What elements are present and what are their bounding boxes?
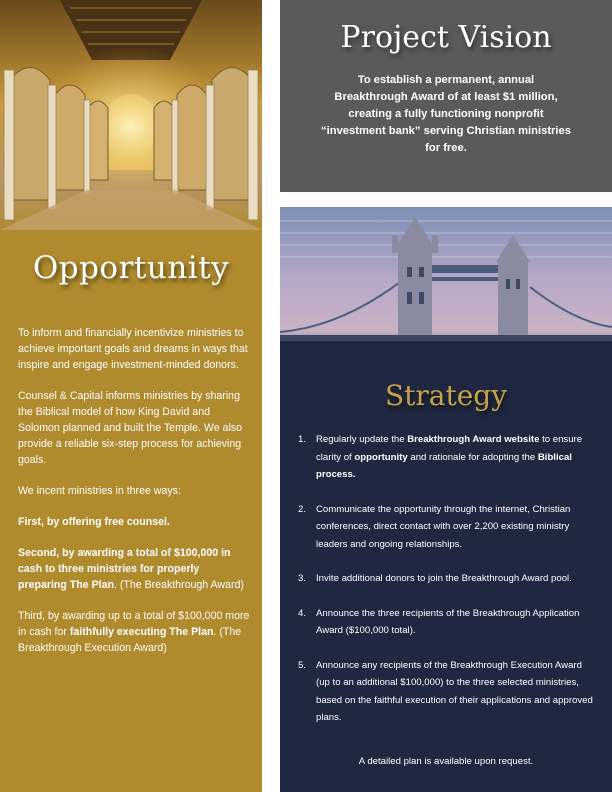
strategy-item-number: 2. [298, 503, 307, 515]
strategy-list [298, 431, 598, 744]
project-vision-panel [280, 0, 612, 192]
project-vision-title: Project Vision [340, 20, 552, 55]
second-way-text: Second, by awarding a total of $100,000 in cash to three ministries for [18, 547, 231, 575]
strategy-item-text: to ensure clarity of [316, 434, 583, 463]
strategy-item [298, 570, 598, 588]
first-way-text: First, by offering free counsel. [18, 516, 170, 528]
strategy-item-text: Announce any recipients of the Breakthrough Execution Award (up to an additional $100,000) to the three selected ministries, based on the faithful execution of their applications and approved plans. [316, 659, 593, 723]
strategy-item [298, 501, 598, 554]
third-way-emphasis: faithfully executing The Plan [69, 626, 214, 638]
strategy-item [298, 657, 598, 727]
cathedral-image [0, 0, 262, 230]
strategy-item [298, 605, 598, 640]
strategy-item-number: 4. [298, 607, 307, 619]
opportunity-paragraph-3: We incent ministries in three ways: [18, 485, 181, 497]
opportunity-paragraph-6 [18, 608, 250, 656]
opportunity-paragraph-4 [18, 514, 250, 530]
detailed-plan-note: A detailed plan is available upon request. [358, 756, 534, 767]
strategy-title: Strategy [384, 379, 508, 412]
strategy-item-text: Announce the three recipients of the Breakthrough Application Award ($100,000 total). [316, 607, 580, 636]
strategy-item-text: Communicate the opportunity through the internet, Christian conferences, direct contact with over 2,200 existing ministry leaders and ongoing relationships. [316, 503, 571, 550]
second-way-emphasis: properly preparing The Plan [18, 563, 200, 591]
strategy-item-number: 5. [298, 659, 307, 671]
strategy-item-number: 3. [298, 573, 307, 584]
third-way-text: Third, by awarding up to a total of $100,000 more in cash for [18, 610, 250, 638]
tower-bridge-image [280, 207, 612, 372]
opportunity-paragraph-1: To inform and financially incentivize ministries to achieve important goals and dreams in ways that inspire and engage investment-minded donors. [18, 327, 248, 371]
opportunity-column [0, 0, 262, 792]
second-way-note: . (The Breakthrough Award) [113, 579, 244, 591]
opportunity-emphasis: opportunity [354, 451, 408, 463]
third-way-note: . (The Breakthrough Execution Award) [18, 626, 242, 654]
strategy-item-number: 1. [298, 434, 307, 445]
opportunity-title: Opportunity [32, 250, 230, 286]
opportunity-paragraph-5 [18, 545, 250, 593]
strategy-item [298, 431, 598, 484]
strategy-item-text: and rationale for adopting the [407, 451, 538, 463]
project-vision-text: To establish a permanent, annual Breakthrough Award of at least $1 million, creating a fully functioning nonprofit “investment bank” serving Christian ministries for free. [321, 74, 571, 154]
opportunity-paragraph-2: Counsel & Capital informs ministries by sharing the Biblical model of how King David and Solomon planned and built the Temple. We also provide a reliable six-step process for achieving goals. [18, 390, 242, 466]
biblical-process-emphasis: Biblical process. [316, 451, 572, 480]
strategy-item-text: Regularly update the [316, 434, 408, 445]
breakthrough-award-website-text: Breakthrough Award website [407, 434, 540, 445]
opportunity-body [18, 325, 250, 671]
strategy-item-text: Invite additional donors to join the Breakthrough Award pool. [316, 573, 572, 584]
strategy-panel [280, 207, 612, 792]
